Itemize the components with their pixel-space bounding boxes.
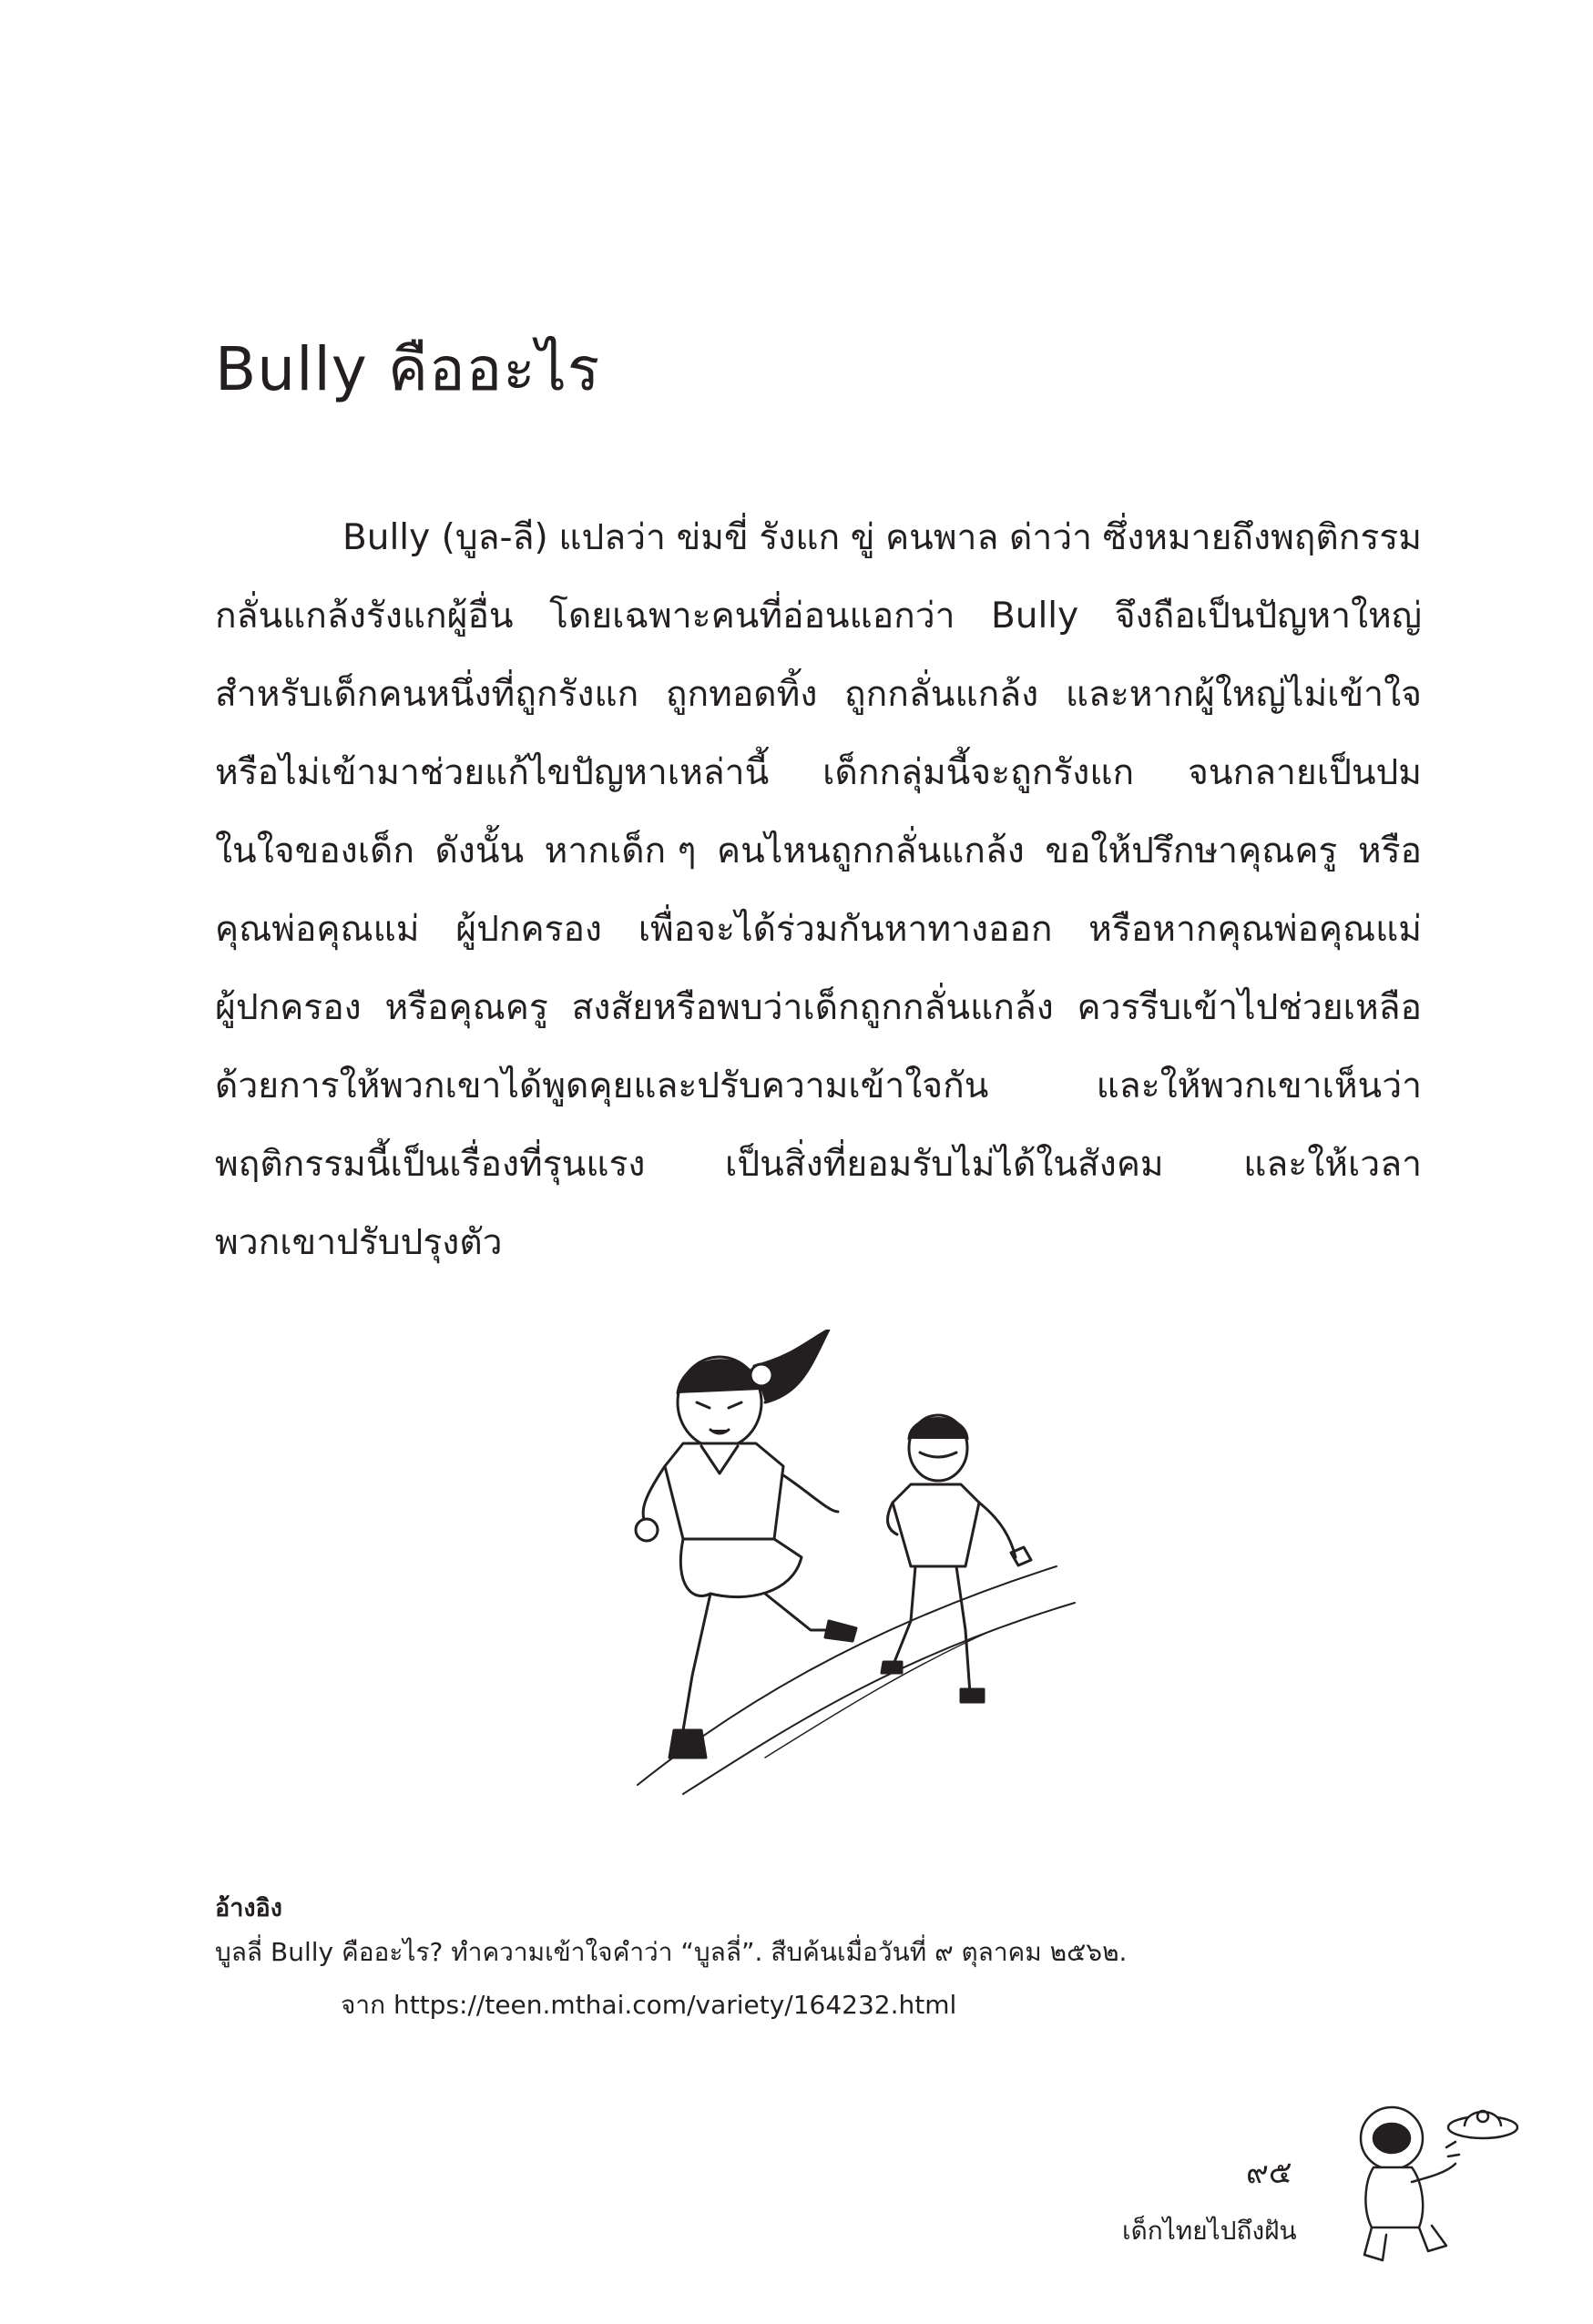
paragraph-word: จนกลายเป็นปม: [1188, 752, 1422, 793]
page-heading: Bully คืออะไร: [215, 334, 601, 404]
paragraph-word: ข่มขี่: [676, 517, 749, 558]
paragraph-word: Bully (บูล-ลี): [342, 517, 548, 558]
paragraph-word: และให้เวลา: [1243, 1144, 1422, 1185]
paragraph-line: [215, 656, 1422, 734]
reference-heading: อ้างอิง: [215, 1894, 282, 1922]
paragraph-word: หรือ: [1357, 831, 1422, 872]
running-children-illustration: [583, 1330, 1093, 1803]
paragraph-line: [215, 812, 1422, 891]
paragraph-word: รังแก: [759, 517, 841, 558]
paragraph-word: พฤติกรรมนี้เป็นเรื่องที่รุนแรง: [215, 1144, 646, 1185]
paragraph-word: ด่าว่า: [1009, 517, 1093, 558]
paragraph-word: จึงถือเป็นปัญหาใหญ่: [1114, 596, 1422, 637]
paragraph-word: หรือคุณครู: [384, 987, 548, 1028]
paragraph-word: เพื่อจะได้ร่วมกันหาทางออก: [638, 909, 1053, 950]
paragraph-line: [215, 891, 1422, 969]
paragraph-word: หรือหากคุณพ่อคุณแม่: [1088, 909, 1422, 950]
paragraph-word: ผู้ปกครอง: [215, 987, 362, 1028]
paragraph-word: พวกเขาปรับปรุงตัว: [215, 1222, 503, 1263]
page-number: ๙๕: [1246, 2155, 1292, 2191]
reference-citation: บูลลี่ Bully คืออะไร? ทำความเข้าใจคำว่า “บูลลี่”. สืบค้นเมื่อวันที่ ๙ ตุลาคม ๒๕๖๒.: [215, 1937, 1128, 1967]
paragraph-word: หากเด็ก ๆ: [544, 831, 697, 872]
paragraph-word: ด้วยการให้พวกเขาได้พูดคุยและปรับความเข้าใจกัน: [215, 1065, 989, 1106]
paragraph-word: ในใจของเด็ก: [215, 831, 414, 872]
paragraph-line: [215, 577, 1422, 656]
paragraph-word: เด็กกลุ่มนี้จะถูกรังแก: [822, 752, 1135, 793]
paragraph-line: [215, 1204, 1422, 1282]
paragraph-word: ถูกกลั่นแกล้ง: [844, 674, 1039, 715]
paragraph-line: [215, 969, 1422, 1047]
paragraph-word: เป็นสิ่งที่ยอมรับไม่ได้ในสังคม: [725, 1144, 1164, 1185]
paragraph-line: [215, 1047, 1422, 1126]
paragraph-word: แปลว่า: [558, 517, 666, 558]
paragraph-word: ถูกทอดทิ้ง: [665, 674, 818, 715]
paragraph-word: ขอให้ปรึกษาคุณครู: [1045, 831, 1338, 872]
paragraph-word: คนพาล: [885, 517, 999, 558]
paragraph-word: คนไหนถูกกลั่นแกล้ง: [717, 831, 1025, 872]
paragraph-word: และให้พวกเขาเห็นว่า: [1096, 1065, 1422, 1106]
paragraph-word: ดังนั้น: [434, 831, 525, 872]
paragraph-word: และหากผู้ใหญ่ไม่เข้าใจ: [1065, 674, 1422, 715]
paragraph-word: ผู้ปกครอง: [455, 909, 602, 950]
paragraph-word: สำหรับเด็กคนหนึ่งที่ถูกรังแก: [215, 674, 639, 715]
paragraph-word: ซึ่งหมายถึงพฤติกรรม: [1102, 517, 1422, 558]
paragraph-line: [215, 734, 1422, 812]
paragraph-word: สงสัยหรือพบว่าเด็กถูกกลั่นแกล้ง: [571, 987, 1054, 1028]
paragraph-word: โดยเฉพาะคนที่อ่อนแอกว่า: [549, 596, 955, 637]
paragraph-word: กลั่นแกล้งรังแกผู้อื่น: [215, 596, 514, 637]
paragraph-word: หรือไม่เข้ามาช่วยแก้ไขปัญหาเหล่านี้: [215, 752, 770, 793]
paragraph-line: [215, 1126, 1422, 1204]
paragraph-word: Bully: [991, 596, 1079, 637]
astronaut-mascot-icon: [1328, 2091, 1525, 2269]
reference-url: จาก https://teen.mthai.com/variety/164232.html: [341, 1990, 957, 2020]
paragraph-word: คุณพ่อคุณแม่: [215, 909, 420, 950]
paragraph-word: ขู่: [850, 517, 875, 558]
book-title: เด็กไทยไปถึงฝัน: [1122, 2216, 1297, 2246]
paragraph-line: [342, 499, 1422, 577]
paragraph-word: ควรรีบเข้าไปช่วยเหลือ: [1077, 987, 1422, 1028]
